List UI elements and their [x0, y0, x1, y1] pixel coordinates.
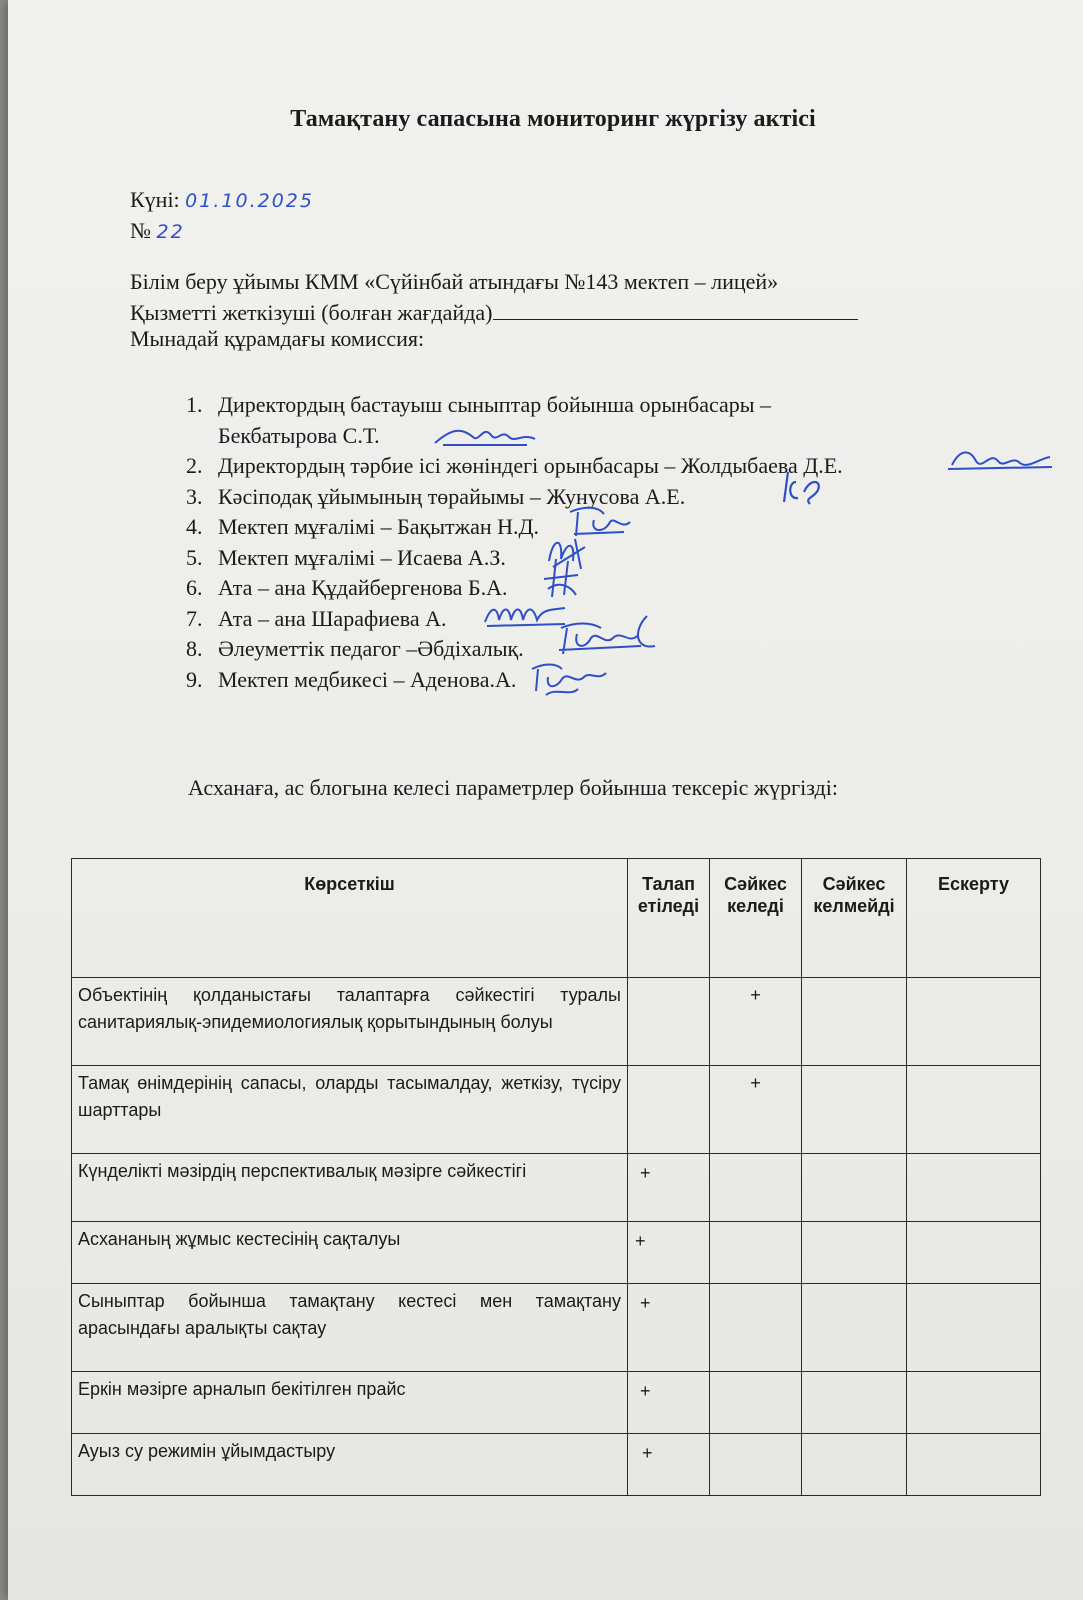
item-text: Бекбатырова С.Т.: [218, 422, 380, 448]
item-text: Әлеуметтік педагог –Әбдіхалық.: [218, 636, 524, 661]
signature-mark: [551, 610, 671, 660]
compliant-mark: +: [640, 1293, 651, 1313]
header-required: Талап етіледі: [628, 859, 710, 978]
compliant-cell: [640, 1154, 802, 1222]
supplier-label: Қызметті жеткізуші (болған жағдайда): [130, 300, 493, 325]
number-line: [130, 217, 185, 246]
indicator-cell: Еркін мәзірге арналып бекітілген прайс: [72, 1372, 628, 1434]
list-item: [186, 634, 1066, 665]
compliant-mark: +: [635, 1231, 646, 1251]
item-text: Ата – ана Құдайбергенова Б.А.: [218, 575, 508, 600]
required-cell: [628, 978, 710, 1066]
item-number: 9.: [186, 666, 203, 692]
noncompliant-cell: [802, 1434, 907, 1496]
table-row: [72, 978, 1041, 1066]
note-cell: [907, 978, 1041, 1066]
inspection-table: [71, 858, 1041, 1496]
list-item: [186, 665, 1066, 696]
supplier-blank: [493, 297, 858, 320]
indicator-cell: Сыныптар бойынша тамақтану кестесі мен тамақтану арасындағы аралықты сақтау: [72, 1284, 628, 1372]
date-line: [130, 186, 314, 215]
note-cell: [907, 1154, 1041, 1222]
indicator-cell: Асхананың жұмыс кестесінің сақталуы: [72, 1222, 628, 1284]
item-number: 8.: [186, 636, 203, 661]
signature-mark: [946, 443, 1056, 477]
header-note: Ескерту: [907, 859, 1041, 978]
noncompliant-cell: [802, 978, 907, 1066]
item-text: Мектеп мұғалімі – Бақытжан Н.Д.: [218, 514, 539, 539]
table-row: [72, 1284, 1041, 1372]
compliant-mark: +: [640, 1381, 651, 1401]
indicator-cell: Тамақ өнімдерінің сапасы, оларды тасымалдау, жеткізу, түсіру шарттары: [72, 1066, 628, 1154]
item-text: Мектеп медбикесі – Аденова.А.: [218, 666, 517, 692]
table-row: [72, 1372, 1041, 1434]
list-item: [186, 451, 1066, 482]
compliant-mark: +: [640, 1163, 651, 1183]
list-item: [186, 543, 1066, 574]
item-number: 6.: [186, 575, 203, 600]
compliant-cell: [640, 1372, 802, 1434]
required-cell: [628, 1434, 710, 1496]
signature-mark: [526, 655, 626, 699]
item-number: 1.: [186, 392, 203, 417]
date-value: 01.10.2025: [185, 190, 314, 212]
item-number: 5.: [186, 544, 203, 570]
compliant-mark: +: [642, 1443, 653, 1463]
list-item: [186, 512, 1066, 543]
header-compliant: Сәйкес келеді: [710, 859, 802, 978]
item-text: Кәсіподақ ұйымының төрайымы – Жунусова А.Е.: [218, 483, 686, 509]
compliant-cell: +: [710, 1066, 802, 1154]
document-page: [8, 0, 1083, 1600]
compliant-cell: [642, 1434, 802, 1496]
note-cell: [907, 1434, 1041, 1496]
number-label: №: [130, 218, 151, 243]
list-item: [186, 573, 1066, 604]
indicator-cell: Ауыз су режимін ұйымдастыру: [72, 1434, 628, 1496]
item-number: 4.: [186, 514, 203, 539]
table-header-row: [72, 859, 1041, 978]
commission-list: [186, 390, 1066, 695]
note-cell: [907, 1372, 1041, 1434]
item-number: 7.: [186, 605, 203, 631]
inspection-intro: Асханаға, ас блогына келесі параметрлер бойынша тексеріс жүргізді:: [188, 775, 838, 800]
table-row: [72, 1222, 1041, 1284]
note-cell: [907, 1222, 1041, 1284]
list-item: [186, 390, 1066, 421]
item-text: Мектеп мұғалімі – Исаева А.З.: [218, 544, 506, 570]
compliant-cell: [640, 1284, 802, 1372]
header-noncompliant: Сәйкес келмейді: [802, 859, 907, 978]
table-row: [72, 1154, 1041, 1222]
noncompliant-cell: [802, 1372, 907, 1434]
item-text: Ата – ана Шарафиева А.: [218, 605, 447, 631]
noncompliant-cell: [802, 1066, 907, 1154]
supplier-line: [130, 297, 858, 327]
compliant-cell: [635, 1222, 802, 1284]
note-cell: [907, 1284, 1041, 1372]
document-title: Тамақтану сапасына мониторинг жүргізу актісі: [290, 106, 816, 132]
signature-mark: [431, 419, 541, 453]
indicator-cell: Объектінің қолданыстағы талаптарға сәйкестігі туралы санитариялық-эпидемиологиялық қорытындының болуы: [72, 978, 628, 1066]
header-indicator: Көрсеткіш: [72, 859, 628, 978]
signature-mark: [538, 555, 588, 601]
noncompliant-cell: [802, 1154, 907, 1222]
noncompliant-cell: [802, 1284, 907, 1372]
compliant-cell: +: [710, 978, 802, 1066]
indicator-cell: Күнделікті мәзірдің перспективалық мәзірге сәйкестігі: [72, 1154, 628, 1222]
item-text: Директордың тәрбие ісі жөніндегі орынбасары – Жолдыбаева Д.Е.: [218, 453, 843, 478]
item-number: 3.: [186, 483, 203, 509]
item-text: Директордың бастауыш сыныптар бойынша орынбасары –: [218, 392, 772, 417]
table-row: [72, 1066, 1041, 1154]
commission-line: Мынадай құрамдағы комиссия:: [130, 326, 425, 351]
note-cell: [907, 1066, 1041, 1154]
list-item-continuation: [186, 421, 1066, 452]
number-value: 22: [156, 221, 185, 243]
signature-mark: [774, 468, 834, 510]
noncompliant-cell: [802, 1222, 907, 1284]
required-cell: [628, 1066, 710, 1154]
table-row: [72, 1434, 1041, 1496]
date-label: Күні:: [130, 187, 180, 212]
item-number: 2.: [186, 453, 203, 478]
organization-line: Білім беру ұйымы КММ «Сүйінбай атындағы №143 мектеп – лицей»: [130, 269, 779, 294]
